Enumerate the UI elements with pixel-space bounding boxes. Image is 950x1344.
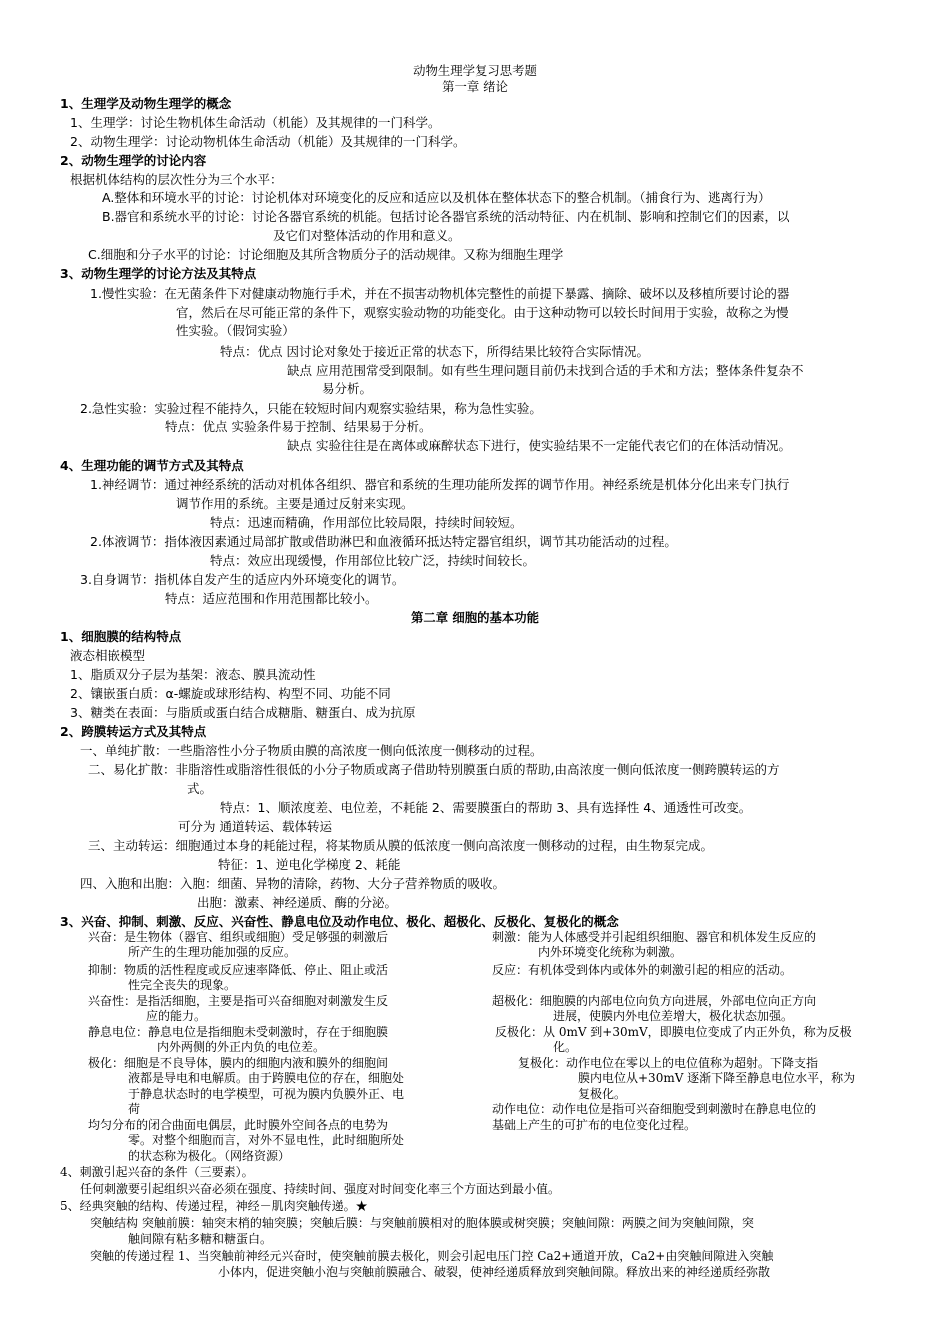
section-heading: 4、生理功能的调节方式及其特点 bbox=[60, 458, 244, 473]
definition-line: 复极化。 bbox=[578, 1087, 627, 1101]
definition-line: 所产生的生理功能加强的反应。 bbox=[128, 945, 297, 959]
definition-line: 化。 bbox=[553, 1040, 578, 1054]
definition-line: 内外环境变化统称为刺激。 bbox=[538, 945, 683, 959]
text-line: 官，然后在尽可能正常的条件下，观察实验动物的功能变化。由于这种动物可以较长时间用于实验，故称之为慢 bbox=[176, 305, 789, 320]
text-line: 一、单纯扩散：一些脂溶性小分子物质由膜的高浓度一侧向低浓度一侧移动的过程。 bbox=[80, 743, 543, 758]
section-heading: 3、动物生理学的讨论方法及其特点 bbox=[60, 266, 257, 281]
definition-line: 静息电位：静息电位是指细胞未受刺激时，存在于细胞膜 bbox=[88, 1025, 389, 1039]
text-line: 1.神经调节：通过神经系统的活动对机体各组织、器官和系统的生理功能所发挥的调节作用。神经系统是机体分化出来专门执行 bbox=[90, 477, 790, 492]
section-heading: 1、生理学及动物生理学的概念 bbox=[60, 96, 232, 111]
document-title: 动物生理学复习思考题 bbox=[413, 63, 537, 78]
text-line: 任何刺激要引起组织兴奋必须在强度、持续时间、强度对时间变化率三个方面达到最小值。 bbox=[80, 1182, 561, 1196]
chapter-2-title: 第二章 细胞的基本功能 bbox=[410, 610, 540, 625]
text-line: 特点：优点 因讨论对象处于接近正常的状态下，所得结果比较符合实际情况。 bbox=[220, 344, 649, 359]
text-line: 1、生理学：讨论生物机体生命活动（机能）及其规律的一门科学。 bbox=[70, 115, 441, 130]
definition-line: 膜内电位从+30mV 逐渐下降至静息电位水平，称为 bbox=[578, 1071, 856, 1085]
text-line: B.器官和系统水平的讨论：讨论各器官系统的机能。包括讨论各器官系统的活动特征、内在机制、影响和控制它们的因素，以 bbox=[102, 209, 790, 224]
text-line: 1.慢性实验：在无菌条件下对健康动物施行手术，并在不损害动物机体完整性的前提下暴露、摘除、破坏以及移植所要讨论的器 bbox=[90, 286, 790, 301]
text-line: 出胞：激素、神经递质、酶的分泌。 bbox=[197, 895, 398, 910]
definition-line: 的状态称为极化。（网络资源） bbox=[128, 1149, 291, 1163]
text-line: 根据机体结构的层次性分为三个水平： bbox=[70, 172, 283, 187]
definition-line: 液都是导电和电解质。由于跨膜电位的存在，细胞处 bbox=[128, 1071, 405, 1085]
text-line: 突触的传递过程 1、当突触前神经元兴奋时，使突触前膜去极化，则会引起电压门控 Ca2+通道开放，Ca2+由突触间隙进入突触 bbox=[90, 1249, 774, 1263]
text-line: 2.体液调节：指体液因素通过局部扩散或借助淋巴和血液循环抵达特定器官组织，调节其功能活动的过程。 bbox=[90, 534, 677, 549]
text-line: 缺点 实验往往是在离体或麻醉状态下进行，使实验结果不一定能代表它们的在体活动情况。 bbox=[287, 438, 791, 453]
section-heading: 2、跨膜转运方式及其特点 bbox=[60, 724, 207, 739]
definition-line: 基础上产生的可扩布的电位变化过程。 bbox=[492, 1118, 697, 1132]
definition-line: 荷 bbox=[128, 1102, 141, 1116]
definition-line: 于静息状态时的电学模型，可视为膜内负膜外正、电 bbox=[128, 1087, 405, 1101]
text-line: 三、主动转运：细胞通过本身的耗能过程，将某物质从膜的低浓度一侧向高浓度一侧移动的过程，由生物泵完成。 bbox=[88, 838, 714, 853]
definition-line: 超极化：细胞膜的内部电位向负方向进展，外部电位向正方向 bbox=[492, 994, 817, 1008]
definition-line: 动作电位：动作电位是指可兴奋细胞受到刺激时在静息电位的 bbox=[492, 1102, 817, 1116]
text-line: 性实验。（假饲实验） bbox=[176, 323, 295, 338]
definition-line: 应的能力。 bbox=[146, 1009, 207, 1023]
text-line: 3.自身调节：指机体自发产生的适应内外环境变化的调节。 bbox=[80, 572, 405, 587]
text-line: 式。 bbox=[187, 781, 213, 796]
text-line: 四、入胞和出胞：入胞：细菌、异物的清除，药物、大分子营养物质的吸收。 bbox=[80, 876, 506, 891]
section-heading: 3、兴奋、抑制、刺激、反应、兴奋性、静息电位及动作电位、极化、超极化、反极化、复极化的概念 bbox=[60, 914, 619, 929]
definition-line: 零。对整个细胞而言，对外不显电性，此时细胞所处 bbox=[128, 1133, 405, 1147]
text-line: 特征：1、逆电化学梯度 2、耗能 bbox=[218, 857, 401, 872]
definition-line: 反应：有机体受到体内或体外的刺激引起的相应的活动。 bbox=[492, 963, 793, 977]
text-line: 1、脂质双分子层为基架：液态、膜具流动性 bbox=[70, 667, 316, 682]
section-heading: 2、动物生理学的讨论内容 bbox=[60, 153, 207, 168]
text-line: 可分为 通道转运、载体转运 bbox=[178, 819, 332, 834]
text-line: 特点：适应范围和作用范围都比较小。 bbox=[165, 591, 378, 606]
text-line: 及它们对整体活动的作用和意义。 bbox=[273, 228, 461, 243]
definition-line: 复极化：动作电位在零以上的电位值称为超射。下降支指 bbox=[518, 1056, 819, 1070]
definition-line: 极化：细胞是不良导体，膜内的细胞内液和膜外的细胞间 bbox=[88, 1056, 389, 1070]
text-line: 缺点 应用范围常受到限制。如有些生理问题目前仍未找到合适的手术和方法；整体条件复杂不 bbox=[287, 363, 804, 378]
text-line: 易分析。 bbox=[322, 381, 373, 396]
definition-line: 内外两侧的外正内负的电位差。 bbox=[157, 1040, 326, 1054]
text-line: 调节作用的系统。主要是通过反射来实现。 bbox=[176, 496, 414, 511]
text-line: 突触结构 突触前膜：轴突末梢的轴突膜；突触后膜：与突触前膜相对的胞体膜或树突膜；突触间隙：两膜之间为突触间隙，突 bbox=[90, 1216, 754, 1230]
definition-line: 性完全丧失的现象。 bbox=[128, 978, 237, 992]
text-line: 2.急性实验：实验过程不能持久，只能在较短时间内观察实验结果，称为急性实验。 bbox=[80, 401, 542, 416]
question-heading: 5、经典突触的结构、传递过程，神经－肌肉突触传递。★ bbox=[60, 1199, 368, 1213]
chapter-1-title: 第一章 绪论 bbox=[442, 79, 508, 94]
text-line: 触间隙有粘多糖和糖蛋白。 bbox=[128, 1232, 273, 1246]
definition-line: 均匀分布的闭合曲面电偶层，此时膜外空间各点的电势为 bbox=[88, 1118, 389, 1132]
text-line: 2、动物生理学：讨论动物机体生命活动（机能）及其规律的一门科学。 bbox=[70, 134, 466, 149]
text-line: 特点：效应出现缓慢，作用部位比较广泛，持续时间较长。 bbox=[210, 553, 536, 568]
definition-line: 刺激：能为人体感受并引起组织细胞、器官和机体发生反应的 bbox=[492, 930, 817, 944]
section-heading: 1、细胞膜的结构特点 bbox=[60, 629, 182, 644]
text-line: 二、易化扩散：非脂溶性或脂溶性很低的小分子物质或离子借助特别膜蛋白质的帮助,由高浓度一侧向低浓度一侧跨膜转运的方 bbox=[88, 762, 780, 777]
text-line: 3、糖类在表面：与脂质或蛋白结合成糖脂、糖蛋白、成为抗原 bbox=[70, 705, 416, 720]
definition-line: 兴奋：是生物体（器官、组织或细胞）受足够强的刺激后 bbox=[88, 930, 389, 944]
definition-line: 进展，使膜内外电位差增大，极化状态加强。 bbox=[553, 1009, 794, 1023]
text-line: 特点：迅速而精确，作用部位比较局限，持续时间较短。 bbox=[210, 515, 523, 530]
text-line: 2、镶嵌蛋白质：α-螺旋或球形结构、构型不同、功能不同 bbox=[70, 686, 391, 701]
definition-line: 兴奋性：是指活细胞，主要是指可兴奋细胞对刺激发生反 bbox=[88, 994, 389, 1008]
text-line: C.细胞和分子水平的讨论：讨论细胞及其所含物质分子的活动规律。又称为细胞生理学 bbox=[88, 247, 564, 262]
text-line: A.整体和环境水平的讨论：讨论机体对环境变化的反应和适应以及机体在整体状态下的整合机制。（捕食行为、逃离行为） bbox=[102, 190, 771, 205]
text-line: 特点：优点 实验条件易于控制、结果易于分析。 bbox=[165, 419, 432, 434]
text-line: 液态相嵌模型 bbox=[70, 648, 146, 663]
text-line: 小体内，促进突触小泡与突触前膜融合、破裂，使神经递质释放到突触间隙。释放出来的神经递质经弥散 bbox=[218, 1265, 771, 1279]
definition-line: 抑制：物质的活性程度或反应速率降低、停止、阻止或活 bbox=[88, 963, 389, 977]
definition-line: 反极化：从 0mV 到+30mV，即膜电位变成了内正外负，称为反极 bbox=[495, 1025, 852, 1039]
text-line: 特点：1、顺浓度差、电位差，不耗能 2、需要膜蛋白的帮助 3、具有选择性 4、通透性可改变。 bbox=[220, 800, 752, 815]
question-heading: 4、刺激引起兴奋的条件（三要素）。 bbox=[60, 1165, 254, 1179]
